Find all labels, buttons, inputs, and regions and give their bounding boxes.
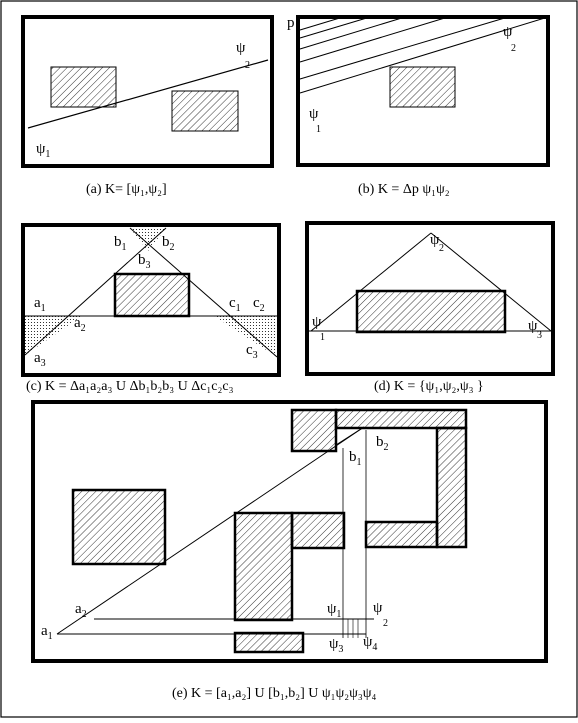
label-psi2-sub: 2: [511, 43, 516, 54]
caption-c: (c) K = Δa₁a₂a₃ U Δb₁b₂b₃ U Δc₁c₂c₃: [26, 379, 234, 394]
panel-c: [23, 225, 279, 375]
label-psi2: ψ: [430, 232, 440, 248]
obstacle-a-left: [51, 67, 116, 107]
label-a1: $a_1$: [34, 295, 46, 314]
obstacle-e-right-foot: [366, 522, 437, 547]
label-b2: $b_2$: [162, 234, 175, 253]
obstacle-e-bottom-bar: [235, 633, 303, 652]
label-psi1: ψ: [312, 314, 322, 330]
label-psi1-sub: 1: [320, 332, 325, 343]
obstacle-b: [390, 67, 455, 107]
caption-a: (a) K= [ψ₁,ψ₂]: [86, 182, 167, 197]
label-psi2: ψ: [503, 24, 513, 40]
label-psi1: $\psi_1$: [327, 601, 342, 620]
obstacle-e-top-square: [292, 410, 336, 451]
label-psi2-sub: 2: [439, 243, 444, 254]
panel-a: [23, 17, 272, 166]
label-b3: $b_3$: [138, 252, 151, 271]
obstacle-e-l-vertical: [235, 513, 292, 620]
label-psi2-sub: 2: [383, 618, 388, 629]
label-c1: $c_1$: [229, 295, 241, 314]
panel-d: [307, 223, 553, 374]
label-b2: $b_2$: [376, 434, 389, 453]
label-psi1: ψ: [309, 106, 319, 122]
obstacle-d: [357, 291, 505, 332]
label-c2: $c_2$: [253, 295, 265, 314]
panel-b: [287, 15, 548, 165]
obstacle-e-left-square: [73, 490, 165, 564]
label-p: p: [287, 15, 295, 31]
label-psi4: $\psi_4$: [363, 634, 378, 653]
label-psi2: ψ: [373, 600, 383, 616]
obstacle-e-l-arm: [292, 513, 344, 548]
label-a1: $a_1$: [41, 623, 53, 642]
label-a2: $a_2$: [75, 601, 87, 620]
caption-e: (e) K = [a₁,a₂] U [b₁,b₂] U ψ₁ψ₂ψ₃ψ₄: [172, 686, 377, 701]
panel-e: [33, 402, 546, 661]
obstacle-e-right-column: [437, 428, 466, 547]
label-psi3: ψ: [528, 318, 538, 334]
label-b1: $b_1$: [349, 449, 362, 468]
label-psi2: ψ: [236, 40, 246, 56]
caption-d: (d) K = {ψ₁,ψ₂,ψ₃ }: [374, 379, 484, 394]
label-psi3-sub: 3: [537, 330, 542, 341]
label-b1: $b_1$: [114, 234, 127, 253]
label-psi2-sub: 2: [245, 60, 250, 71]
label-psi3: $\psi_3$: [329, 636, 344, 655]
obstacle-a-right: [172, 91, 238, 131]
label-psi1: $\psi_1$: [36, 141, 51, 160]
caption-b: (b) K = Δp ψ₁ψ₂: [358, 182, 450, 197]
label-a3: $a_3$: [34, 350, 46, 369]
label-psi1-sub: 1: [316, 124, 321, 135]
obstacle-e-top-bar: [336, 410, 466, 428]
label-c3: $c_3$: [246, 342, 258, 361]
label-a2: $a_2$: [74, 315, 86, 334]
obstacle-c: [115, 274, 189, 316]
